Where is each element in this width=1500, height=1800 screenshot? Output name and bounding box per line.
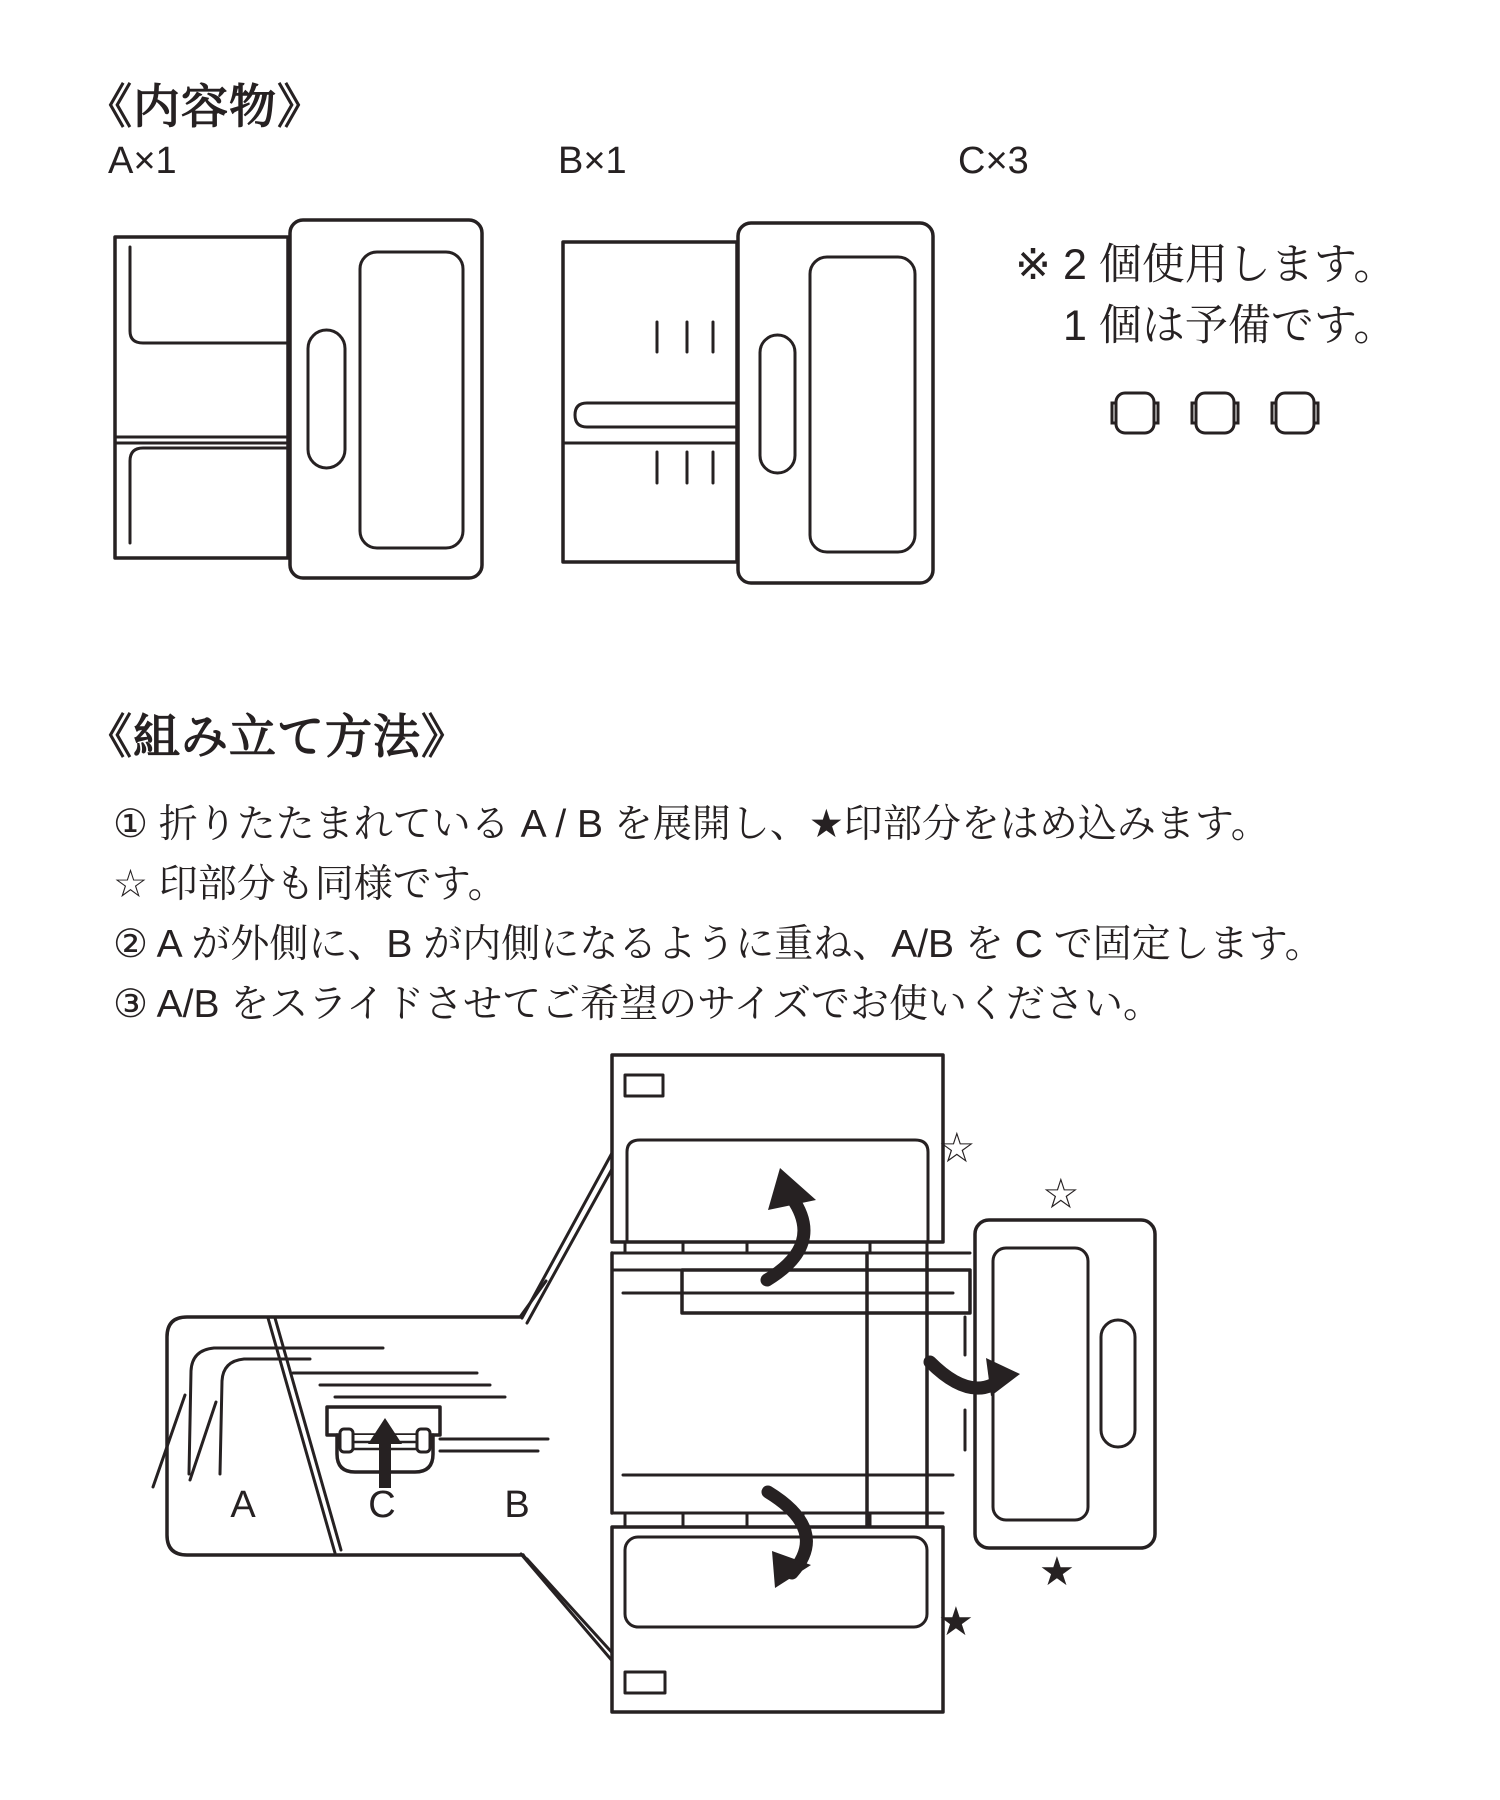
item-b-main-panel — [738, 223, 933, 583]
top-flap — [612, 1055, 943, 1242]
diagram-label-a: A — [230, 1484, 256, 1526]
item-a-label: A×1 — [108, 140, 177, 182]
assembly-step-3: ③ A/B をスライドさせてご希望のサイズでお使いください。 — [113, 983, 1163, 1026]
clip-icon — [1190, 390, 1240, 436]
assembly-steps — [113, 795, 1324, 1035]
clip-icon — [1270, 390, 1320, 436]
item-c-label: C×3 — [958, 140, 1029, 182]
star-outline-right: ☆ — [1042, 1170, 1080, 1217]
usage-note-line1: ※ 2 個使用します。 — [1015, 241, 1397, 289]
star-outline-top: ☆ — [938, 1124, 976, 1171]
usage-note — [1015, 235, 1396, 357]
clip-icons-row — [1110, 390, 1320, 436]
assembly-step-1: ① 折りたたまれている A / B を展開し、★印部分をはめ込みます。 — [113, 803, 1270, 846]
item-b-drawing — [545, 200, 945, 595]
assembly-step-1b: ☆ 印部分も同様です。 — [113, 863, 507, 906]
item-b-label: B×1 — [558, 140, 627, 182]
usage-note-line2: 1 個は予備です。 — [1063, 302, 1397, 350]
item-a-main-panel — [290, 220, 482, 578]
side-view-panel — [153, 1281, 551, 1589]
unfolded-body — [612, 1055, 970, 1712]
item-b-folded-panel — [563, 242, 745, 562]
item-a-drawing — [95, 200, 495, 590]
assembly-step-2: ② A が外側に、B が内側になるように重ね、A/B を C で固定します。 — [113, 923, 1324, 966]
diagram-label-b: B — [504, 1484, 530, 1526]
assembly-diagram — [130, 1040, 1200, 1800]
item-a-folded-panel — [115, 237, 288, 558]
star-filled-bottom: ★ — [938, 1600, 974, 1644]
clip-icon — [1110, 390, 1160, 436]
contents-heading: 《内容物》 — [85, 80, 325, 133]
assembly-heading: 《組み立て方法》 — [85, 710, 469, 763]
diagram-label-c: C — [368, 1484, 396, 1526]
star-filled-right: ★ — [1039, 1550, 1075, 1594]
